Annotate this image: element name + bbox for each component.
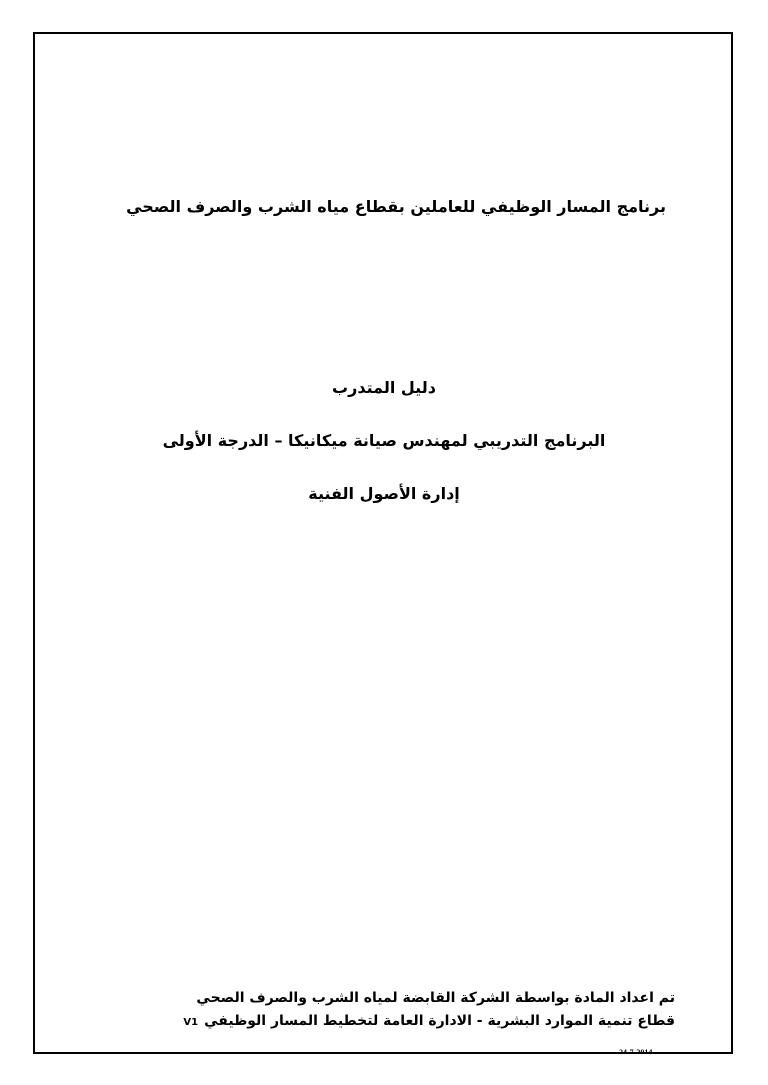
footer-sector-line [183,1013,675,1029]
course-title: البرنامج التدريبي لمهندس صيانة ميكانيكا – الدرجة الأولى [162,431,606,450]
page-border [33,32,733,1054]
department-title: إدارة الأصول الفنية [308,484,460,503]
program-title: برنامج المسار الوظيفي للعاملين بقطاع مياه الشرب والصرف الصحي [126,197,666,216]
footer-preparation-line: تم اعداد المادة بواسطة الشركة القابضة لمياه الشرب والصرف الصحي [196,990,675,1006]
footer-sector-text: قطاع تنمية الموارد البشرية - الادارة العامة لتخطيط المسار الوظيفي [204,1013,675,1029]
guide-label: دليل المتدرب [332,378,436,397]
version-tag: V1 [183,1017,199,1028]
footer-date: 24-7-2014 [619,1048,653,1054]
